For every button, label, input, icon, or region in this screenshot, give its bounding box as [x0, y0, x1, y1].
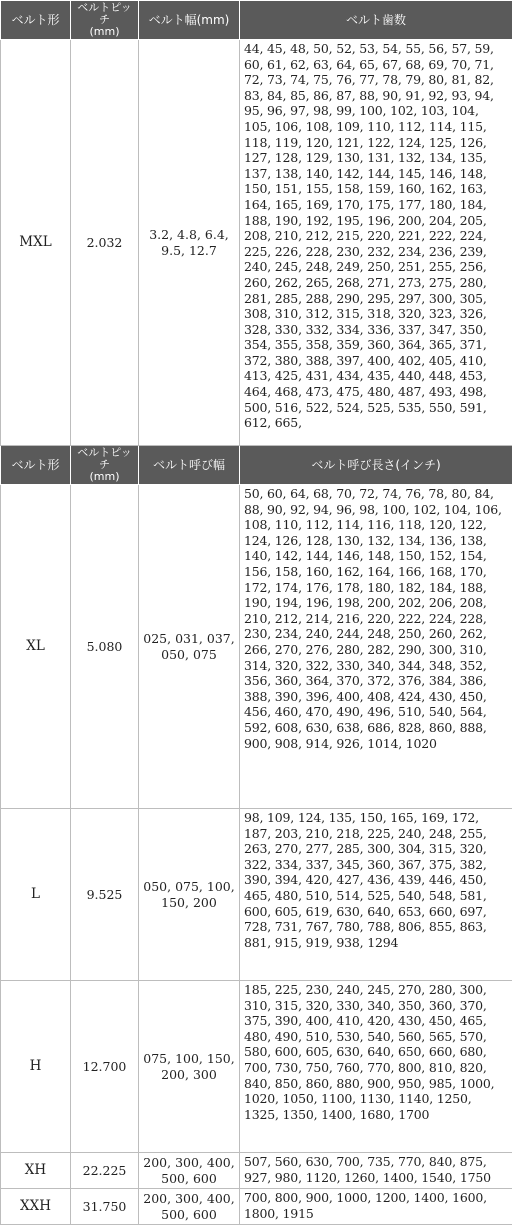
tooth-count-list: 44, 45, 48, 50, 52, 53, 54, 55, 56, 57, 59, 60, 61, 62, 63, 64, 65, 67, 68, 69, 70, 71, 72, 73, 74, 75, 76, 77, 78, 79, 80, 81, 82, 83, 84, 85, 86, 87, 88, 90, 91, 92, 93, 94, 95, 96, 97, 98, 99, 100, 102, 103, 104, 105, 106, 108, 109, 110, 112, 114, 115, 118, 119, 120, 121, 122, 124, 125, 126, 127, 128, 129, 130, 131, 132, 134, 135, 137, 138, 140, 142, 144, 145, 146, 148, 150, 151, 155, 158, 159, 160, 162, 163, 164, 165, 169, 170, 175, 177, 180, 184, 188, 190, 192, 195, 196, 200, 204, 205, 208, 210, 212, 215, 220, 221, 222, 224, 225, 226, 228, 230, 232, 234, 236, 239, 240, 245, 248, 249, 250, 251, 255, 256, 260, 262, 265, 268, 271, 273, 275, 280, 281, 285, 288, 290, 295, 297, 300, 305, 308, 310, 312, 315, 318, 320, 323, 326, 328, 330, 332, 334, 336, 337, 347, 350, 354, 355, 358, 359, 360, 364, 365, 371, 372, 380, 388, 397, 400, 402, 405, 410, 413, 425, 431, 434, 435, 440, 448, 453, 464, 468, 473, 475, 480, 487, 493, 498, 500, 516, 522, 524, 525, 535, 550, 591, 612, 665,	[240, 40, 512, 446]
belt-type-cell: L	[1, 809, 71, 981]
belt-width-cell: 050, 075, 100, 150, 200	[139, 809, 240, 981]
nominal-length-list: 507, 560, 630, 700, 735, 770, 840, 875, 927, 980, 1120, 1260, 1400, 1540, 1750	[240, 1153, 512, 1189]
header-nominal-width: ベルト呼び幅	[139, 446, 240, 485]
table-row-xh	[1, 1153, 512, 1189]
belt-pitch-cell: 5.080	[71, 485, 139, 809]
belt-width-cell: 200, 300, 400, 500, 600	[139, 1189, 240, 1225]
belt-width-cell: 3.2, 4.8, 6.4, 9.5, 12.7	[139, 40, 240, 446]
table-row-h	[1, 981, 512, 1153]
table-row-mxl	[1, 40, 512, 446]
belt-pitch-cell: 2.032	[71, 40, 139, 446]
table1-header-row	[1, 1, 512, 40]
nominal-length-list: 50, 60, 64, 68, 70, 72, 74, 76, 78, 80, 84, 88, 90, 92, 94, 96, 98, 100, 102, 104, 106, 108, 110, 112, 114, 116, 118, 120, 122, 124, 126, 128, 130, 132, 134, 136, 138, 140, 142, 144, 146, 148, 150, 152, 154, 156, 158, 160, 162, 164, 166, 168, 170, 172, 174, 176, 178, 180, 182, 184, 188, 190, 194, 196, 198, 200, 202, 206, 208, 210, 212, 214, 216, 220, 222, 224, 228, 230, 234, 240, 244, 248, 250, 260, 262, 266, 270, 276, 280, 282, 290, 300, 310, 314, 320, 322, 330, 340, 344, 348, 352, 356, 360, 364, 370, 372, 376, 384, 386, 388, 390, 396, 400, 408, 424, 430, 450, 456, 460, 470, 490, 496, 510, 540, 564, 592, 608, 630, 638, 686, 828, 860, 888, 900, 908, 914, 926, 1014, 1020	[240, 485, 512, 809]
table-row-xl	[1, 485, 512, 809]
belt-width-cell: 075, 100, 150, 200, 300	[139, 981, 240, 1153]
belt-pitch-cell: 31.750	[71, 1189, 139, 1225]
belt-type-cell: H	[1, 981, 71, 1153]
table-row-l	[1, 809, 512, 981]
header-belt-pitch-label-2: ベルトピッチ (mm)	[77, 446, 132, 483]
belt-pitch-cell: 12.700	[71, 981, 139, 1153]
nominal-length-list: 700, 800, 900, 1000, 1200, 1400, 1600, 1800, 1915	[240, 1189, 512, 1225]
table-row-xxh	[1, 1189, 512, 1225]
header-belt-width: ベルト幅(mm)	[139, 1, 240, 40]
table2-header-row	[1, 446, 512, 485]
header-nominal-length: ベルト呼び長さ(インチ)	[240, 446, 512, 485]
belt-pitch-cell: 9.525	[71, 809, 139, 981]
nominal-length-list: 185, 225, 230, 240, 245, 270, 280, 300, 310, 315, 320, 330, 340, 350, 360, 370, 375, 390, 400, 410, 420, 430, 450, 465, 480, 490, 510, 530, 540, 560, 565, 570, 580, 600, 605, 630, 640, 650, 660, 680, 700, 730, 750, 760, 770, 800, 810, 820, 840, 850, 860, 880, 900, 950, 985, 1000, 1020, 1050, 1100, 1130, 1140, 1250, 1325, 1350, 1400, 1680, 1700	[240, 981, 512, 1153]
belt-type-cell: XH	[1, 1153, 71, 1189]
belt-type-cell: XL	[1, 485, 71, 809]
header-belt-pitch	[71, 1, 139, 40]
belt-type-cell: MXL	[1, 40, 71, 446]
header-belt-type: ベルト形	[1, 1, 71, 40]
header-belt-type-2: ベルト形	[1, 446, 71, 485]
header-tooth-count: ベルト歯数	[240, 1, 512, 40]
belt-type-cell: XXH	[1, 1189, 71, 1225]
header-belt-pitch-label: ベルトピッチ (mm)	[77, 1, 132, 38]
header-belt-pitch-2	[71, 446, 139, 485]
belt-width-cell: 025, 031, 037, 050, 075	[139, 485, 240, 809]
nominal-length-list: 98, 109, 124, 135, 150, 165, 169, 172, 187, 203, 210, 218, 225, 240, 248, 255, 263, 270, 277, 285, 300, 304, 315, 320, 322, 334, 337, 345, 360, 367, 375, 382, 390, 394, 420, 427, 436, 439, 446, 450, 465, 480, 510, 514, 525, 540, 548, 581, 600, 605, 619, 630, 640, 653, 660, 697, 728, 731, 767, 780, 788, 806, 855, 863, 881, 915, 919, 938, 1294	[240, 809, 512, 981]
belt-width-cell: 200, 300, 400, 500, 600	[139, 1153, 240, 1189]
belt-pitch-cell: 22.225	[71, 1153, 139, 1189]
